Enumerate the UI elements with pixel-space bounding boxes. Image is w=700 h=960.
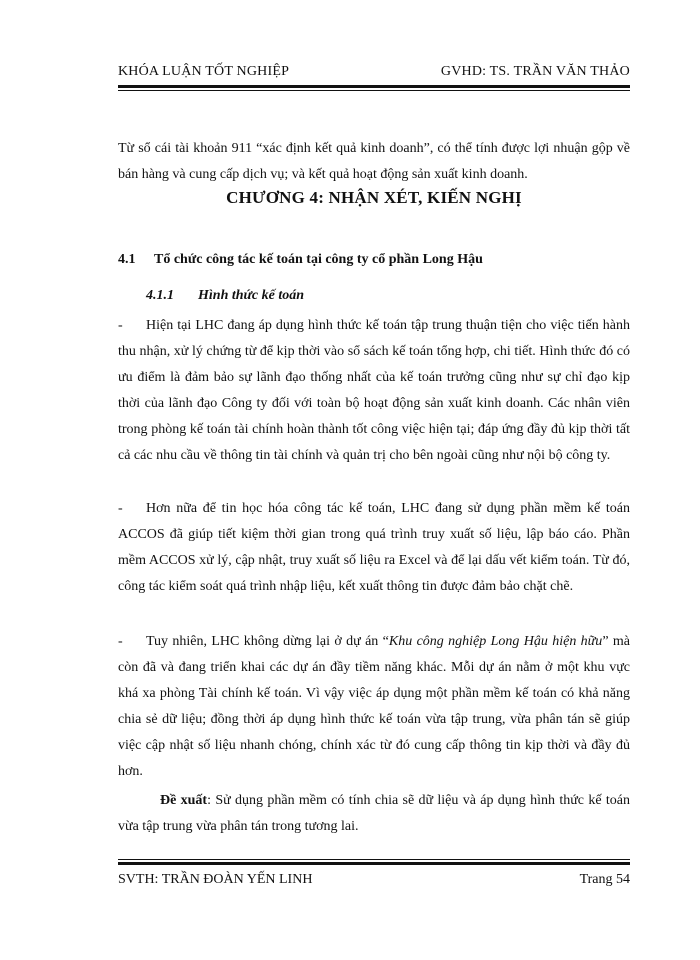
- section-title-text: Tổ chức công tác kế toán tại công ty cổ phần Long Hậu: [154, 252, 483, 267]
- footer-rule-thick: [118, 862, 630, 865]
- paragraph-1-text: Hiện tại LHC đang áp dụng hình thức kế toán tập trung thuận tiện cho việc tiến hành thu nhận, xử lý chứng từ để kịp thời vào sổ sách kế toán tổng hợp, chi tiết. Hình thức đó có ưu điểm là đảm bảo sự lãnh đạo thống nhất của kế toán trưởng cũng như sự chỉ đạo kịp thời của lãnh đạo Công ty đối với toàn bộ hoạt động sản xuất kinh doanh. Các nhân viên trong phòng kế toán tài chính hoàn thành tốt công việc hiện tại; đáp ứng đầy đủ kịp thời tất cả các nhu cầu về thông tin tài chính và quản trị cho bên ngoài cũng như nội bộ công ty.: [118, 318, 630, 463]
- header-rule-thick: [118, 85, 630, 88]
- page-number: Trang 54: [579, 872, 630, 887]
- page-header: [118, 64, 630, 84]
- footer-rule-thin: [118, 859, 630, 860]
- chapter-title: CHƯƠNG 4: NHẬN XÉT, KIẾN NGHỊ: [226, 188, 522, 207]
- header-advisor: GVHD: TS. TRẦN VĂN THẢO: [440, 64, 630, 79]
- proposal-text: : Sử dụng phần mềm có tính chia sẽ dữ liệu và áp dụng hình thức kế toán vừa tập trung vừa phân tán trong tương lai.: [118, 793, 630, 834]
- intro-paragraph: Từ sổ cái tài khoản 911 “xác định kết quả kinh doanh”, có thể tính được lợi nhuận gộp về bán hàng và cung cấp dịch vụ; và kết quả hoạt động sản xuất kinh doanh.: [118, 141, 630, 182]
- bullet-dash: -: [118, 501, 123, 516]
- header-rule-thin: [118, 90, 630, 91]
- proposal-label: Đề xuất: [160, 793, 208, 808]
- paragraph-3: [118, 629, 630, 785]
- subsection-title-text: Hình thức kế toán: [198, 288, 305, 303]
- paragraph-2: [118, 496, 630, 600]
- subsection-number: 4.1.1: [146, 288, 174, 303]
- bullet-dash: -: [118, 634, 123, 649]
- footer-author: SVTH: TRẦN ĐOÀN YẾN LINH: [118, 872, 313, 887]
- bullet-dash: -: [118, 318, 123, 333]
- subsection-heading: [146, 288, 304, 304]
- header-title: KHÓA LUẬN TỐT NGHIỆP: [118, 64, 290, 79]
- proposal-paragraph: [118, 788, 630, 840]
- paragraph-2-text: Hơn nữa để tin học hóa công tác kế toán, LHC đang sử dụng phần mềm kế toán ACCOS đã giúp tiết kiệm thời gian trong quá trình truy xuất số liệu, lập báo cáo. Phần mềm ACCOS xử lý, cập nhật, truy xuất số liệu ra Excel và để lại dấu vết kiểm toán. Từ đó, công tác kiểm soát quá trình nhập liệu, kết xuất thông tin được đảm bảo chặt chẽ.: [118, 501, 630, 594]
- paragraph-1: [118, 313, 630, 469]
- paragraph-3-project-name: Khu công nghiệp Long Hậu hiện hữu: [388, 634, 603, 649]
- section-number: 4.1: [118, 252, 136, 267]
- section-heading: [118, 252, 630, 268]
- paragraph-3-text-start: Tuy nhiên, LHC không dừng lại ở dự án “: [146, 634, 389, 649]
- paragraph-3-text-end: ” mà còn đã và đang triển khai các dự án đầy tiềm năng khác. Mỗi dự án nằm ở một khu vực khá xa phòng Tài chính kế toán. Vì vậy việc áp dụng một phần mềm kế toán có khả năng chia sẻ dữ liệu; đồng thời áp dụng hình thức kế toán vừa tập trung, vừa phân tán sẽ giúp việc cập nhật số liệu nhanh chóng, chính xác từ đó cung cấp thông tin kịp thời và đầy đủ hơn.: [118, 634, 630, 779]
